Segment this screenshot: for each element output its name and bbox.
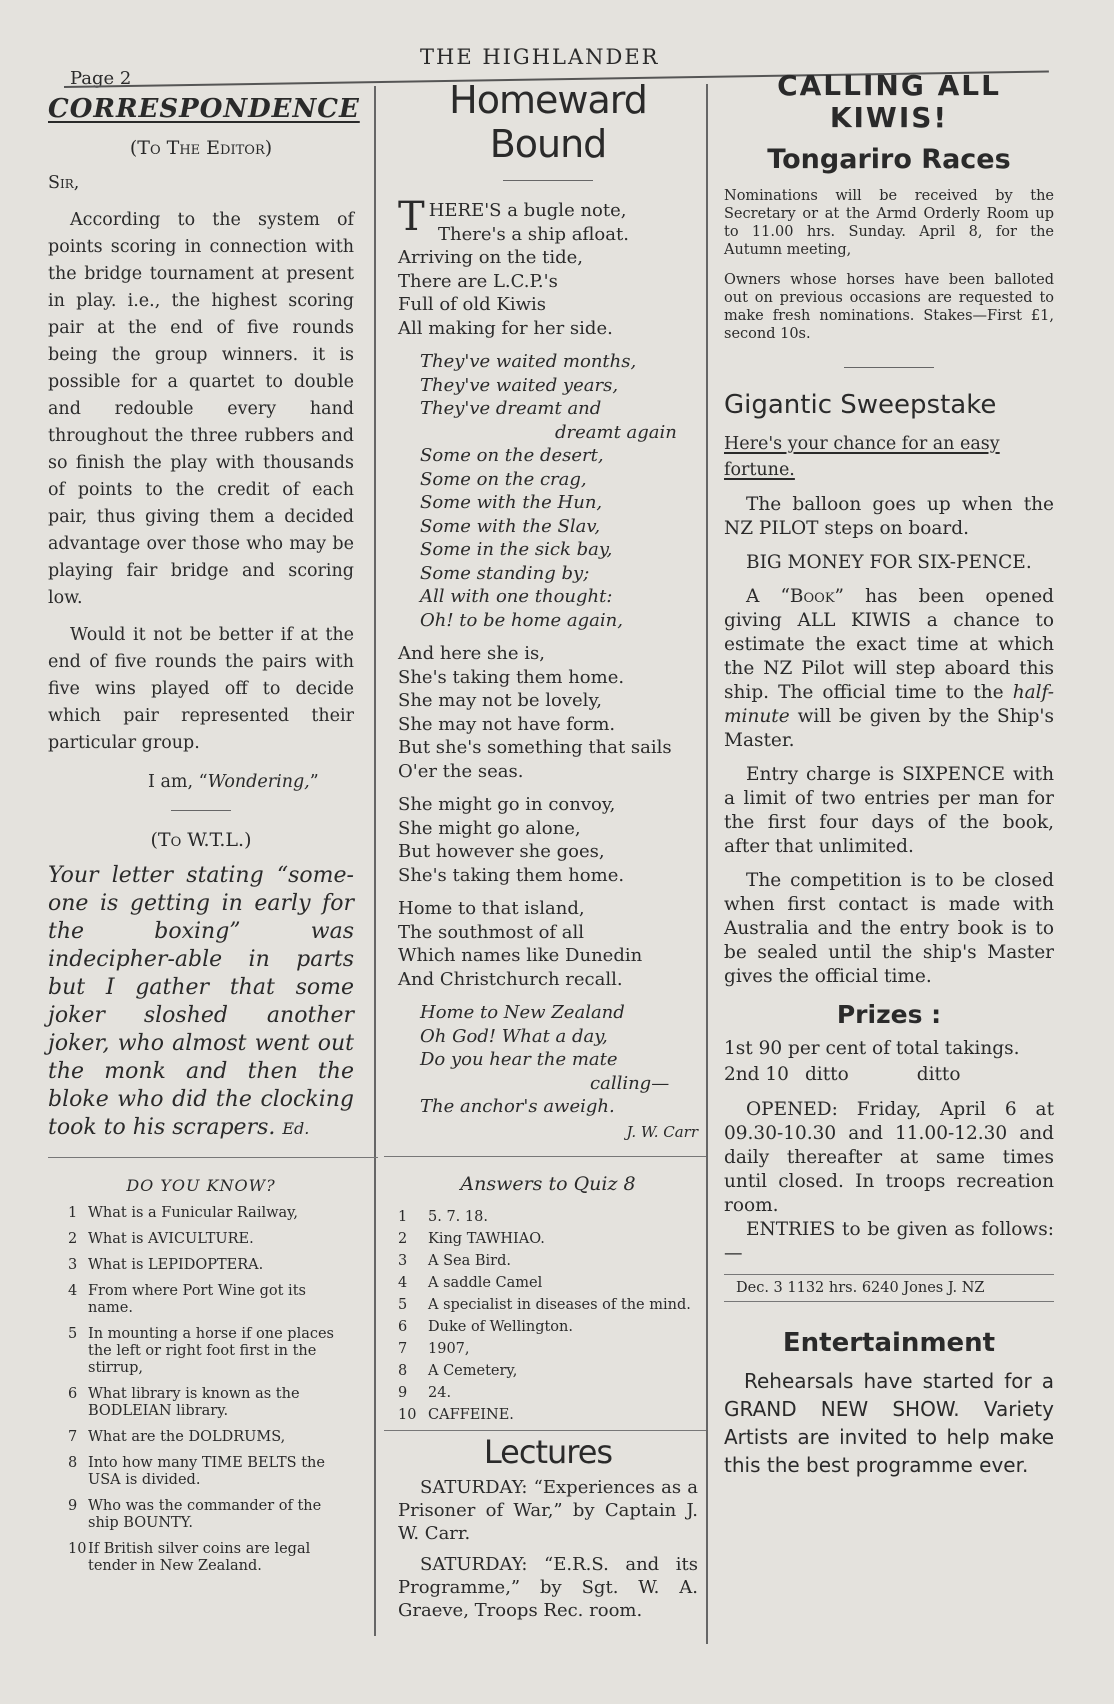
sign-prefix: I am, “ xyxy=(148,772,208,792)
answers-rule-bottom xyxy=(384,1430,706,1431)
lectures-heading: Lectures xyxy=(483,1433,613,1471)
page-number: Page 2 xyxy=(70,68,132,89)
poem-title: Homeward Bound xyxy=(449,78,647,166)
races-subheading: Tongariro Races xyxy=(767,144,1011,175)
column-correspondence xyxy=(48,94,360,1584)
prize-1: 1st 90 per cent of total takings. xyxy=(724,1038,1020,1059)
list-item: 9 Who was the commander of the ship BOUNTY. xyxy=(68,1498,322,1531)
poem-stanza-6: Home to New Zealand Oh God! What a day, Do you hear the mate calling— The anchor's aweigh. xyxy=(420,1002,670,1117)
sweepstake-p5: The competition is to be closed when first contact is made with Australia and the entry book is to be sealed until the ship's Master gives the official time. xyxy=(724,870,1054,987)
poem-author: J. W. Carr xyxy=(626,1122,698,1141)
sweepstake-p2: BIG MONEY FOR SIX-PENCE. xyxy=(746,552,1032,573)
list-item: 6 Duke of Wellington. xyxy=(398,1319,573,1335)
editor-sign: Ed. xyxy=(282,1119,310,1138)
races-owners: Owners whose horses have been balloted out on previous occasions are requested to make fresh nominations. Stakes—First £1, second 10s. xyxy=(724,272,1054,342)
poem-body xyxy=(398,194,698,1144)
sweepstake-p4: Entry charge is SIXPENCE with a limit of two entries per man for the first four days of the book, after that unlimited. xyxy=(724,764,1054,857)
paper-title: THE HIGHLANDER xyxy=(420,45,660,69)
correspondence-heading: CORRESPONDENCE xyxy=(48,94,360,124)
sign-suffix: ” xyxy=(309,772,319,792)
list-item: 3 A Sea Bird. xyxy=(398,1253,511,1269)
entertainment-heading: Entertainment xyxy=(782,1328,996,1358)
prizes-heading: Prizes : xyxy=(836,1000,942,1029)
entry-rule-bottom xyxy=(724,1301,1054,1302)
sweepstake-tagline: Here's your chance for an easy fortune. xyxy=(724,434,1000,480)
quiz-list xyxy=(48,1205,354,1575)
letter-signature xyxy=(48,769,354,796)
letter-paragraph-2: Would it not be better if at the end of five rounds the pairs with five wins played off to decide which pair represented their particular group. xyxy=(48,625,354,753)
list-item: 5 In mounting a horse if one places the left or right foot first in the stirrup, xyxy=(68,1326,334,1376)
lecture-1: SATURDAY: “Experiences as a Prisoner of War,” by Captain J. W. Carr. xyxy=(398,1477,698,1544)
letter-paragraph-1: According to the system of points scoring in connection with the bridge tournament at present in play. i.e., the highest scoring pair at the end of five rounds being the group winners. it is possible for a quartet to double and redouble every hand throughout the three rubbers and so finish the play with thousands of points to the credit of each pair, thus giving them a decided advantage over those who may be playing fair bridge and scoring low. xyxy=(48,210,354,608)
list-item: 1 5. 7. 18. xyxy=(398,1209,488,1225)
list-item: 6 What library is known as the BODLEIAN library. xyxy=(68,1386,300,1419)
list-item: 4 A saddle Camel xyxy=(398,1275,543,1291)
editor-reply xyxy=(48,862,354,1143)
answers-heading: Answers to Quiz 8 xyxy=(460,1173,636,1195)
entry-example: Dec. 3 1132 hrs. 6240 Jones J. NZ xyxy=(736,1280,985,1296)
sign-name: Wondering, xyxy=(207,772,310,792)
list-item: 1 What is a Funicular Railway, xyxy=(68,1205,299,1221)
entertainment-text: Rehearsals have started for a GRAND NEW SHOW. Variety Artists are invited to help make this the best programme ever. xyxy=(724,1369,1054,1477)
poem-stanza-1: T HERE'S a bugle note, There's a ship afloat. Arriving on the tide, There are L.C.P.'s Full of old Kiwis All making for her side. xyxy=(398,194,629,339)
salutation: Sir, xyxy=(48,173,80,193)
column-poem xyxy=(398,78,698,1622)
poem-stanza-5: Home to that island, The southmost of all Which names like Dunedin And Christchurch recall. xyxy=(398,898,643,990)
sweepstake-p3: A “Book” has been opened giving ALL KIWIS a chance to estimate the exact time at which the NZ Pilot will step aboard this ship. The official time to the half-minute will be given by the Ship's Master. xyxy=(724,586,1055,751)
drop-cap: T xyxy=(398,194,425,240)
poem-stanza-3: And here she is, She's taking them home. She may not be lovely, She may not have form. But she's something that sails O'er the seas. xyxy=(398,643,672,782)
poem-stanza-4: She might go in convoy, She might go alone, But however she goes, She's taking them home. xyxy=(398,794,625,886)
poem-stanza-2: They've waited months, They've waited years, They've dreamt and dreamt again Some on the desert, Some on the crag, Some with the Hun, Some with the Slav, Some in the sick bay, Some standing by; All with one thought: Oh! to be home again, xyxy=(420,351,677,631)
list-item: 8 Into how many TIME BELTS the USA is divided. xyxy=(68,1455,325,1488)
list-item: 2 King TAWHIAO. xyxy=(398,1231,545,1247)
poem-rule xyxy=(503,180,593,181)
list-item: 10 CAFFEINE. xyxy=(398,1407,514,1423)
list-item: 8 A Cemetery, xyxy=(398,1363,518,1379)
do-you-know-heading: DO YOU KNOW? xyxy=(126,1176,276,1195)
list-item: 3 What is LEPIDOPTERA. xyxy=(68,1257,264,1273)
sweepstake-heading: Gigantic Sweepstake xyxy=(724,390,997,420)
to-editor: (To The Editor) xyxy=(129,137,273,159)
entries-notice: ENTRIES to be given as follows:— xyxy=(724,1219,1054,1264)
dyk-rule xyxy=(48,1157,378,1158)
list-item: 2 What is AVICULTURE. xyxy=(68,1231,254,1247)
sweepstake-p1: The balloon goes up when the NZ PILOT steps on board. xyxy=(724,494,1054,539)
races-rule xyxy=(844,367,934,368)
lecture-2: SATURDAY: “E.R.S. and its Programme,” by Sgt. W. A. Graeve, Troops Rec. room. xyxy=(398,1554,698,1621)
list-item: 7 1907, xyxy=(398,1341,470,1357)
list-item: 10 If British silver coins are legal tender in New Zealand. xyxy=(68,1541,311,1574)
opened-notice: OPENED: Friday, April 6 at 09.30-10.30 and 11.00-12.30 and daily thereafter at same times until closed. In troops recreation room. xyxy=(724,1099,1054,1216)
editor-reply-text: Your letter stating “some-one is getting in early for the boxing” was indecipher-able in parts but I gather that some joker sloshed another joker, who almost went out the monk and then the bloke who did the clocking took to his scrapers. xyxy=(48,863,354,1140)
column-divider-right xyxy=(706,84,708,1644)
races-nominations: Nominations will be received by the Secretary or at the Armd Orderly Room up to 11.00 hrs. Sunday. April 8, for the Autumn meeting, xyxy=(724,188,1054,258)
answers-rule-top xyxy=(384,1156,706,1157)
races-heading: CALLING ALL KIWIS! xyxy=(777,69,1001,134)
section-rule xyxy=(171,810,231,811)
column-notices xyxy=(724,70,1054,1479)
list-item: 9 24. xyxy=(398,1385,452,1401)
column-divider-left xyxy=(374,86,376,1636)
list-item: 5 A specialist in diseases of the mind. xyxy=(398,1297,691,1313)
list-item: 7 What are the DOLDRUMS, xyxy=(68,1429,286,1445)
answers-list xyxy=(398,1208,698,1424)
prize-2: 2nd 10 ditto ditto xyxy=(724,1064,961,1085)
list-item: 4 From where Port Wine got its name. xyxy=(68,1283,306,1316)
to-wtl: (To W.T.L.) xyxy=(150,829,252,851)
